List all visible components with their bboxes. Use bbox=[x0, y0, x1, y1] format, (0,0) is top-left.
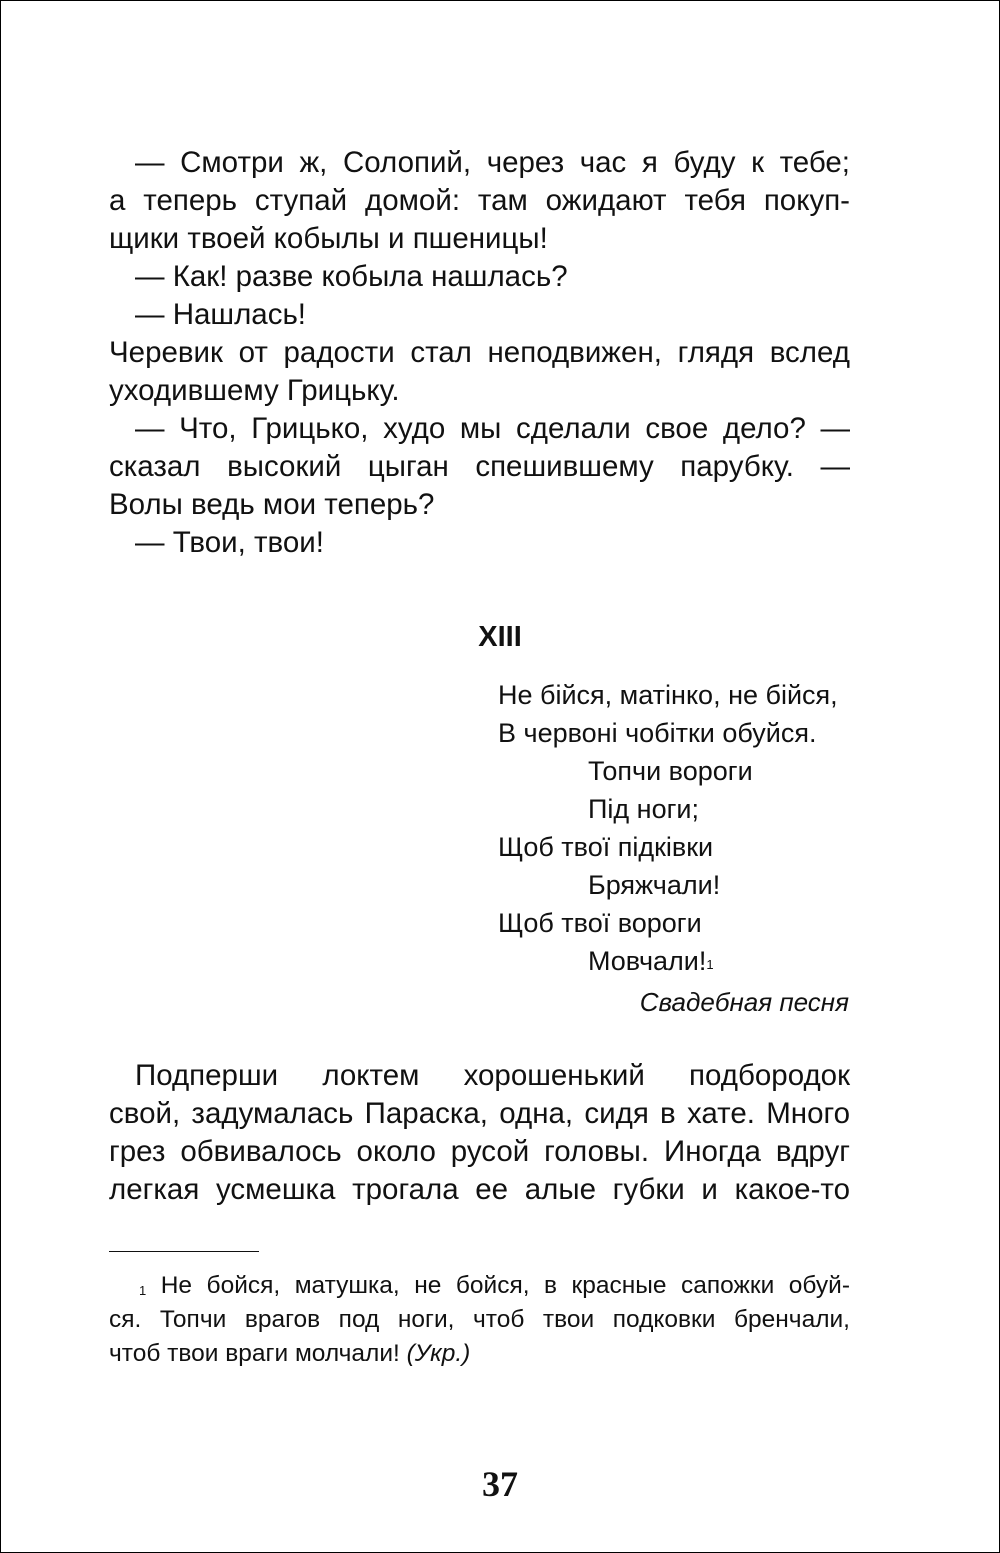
text-line: — Что, Грицько, худо мы сделали свое дело? — bbox=[135, 412, 850, 445]
footnote-reference[interactable]: 1 bbox=[706, 957, 714, 972]
text-line: легкая усмешка трогала ее алые губки и какое-то bbox=[109, 1173, 850, 1206]
epigraph-line: Бряжчали! bbox=[588, 870, 721, 900]
text-line: — Как! разве кобыла нашлась? bbox=[135, 260, 568, 293]
epigraph-line: Щоб твої підківки bbox=[498, 832, 714, 862]
footnote-text: Не бойся, матушка, не бойся, в красные сапожки обуй- bbox=[160, 1272, 850, 1299]
text-line: — Нашлась! bbox=[135, 298, 307, 331]
epigraph-attribution: Свадебная песня bbox=[639, 987, 849, 1017]
epigraph-line: Під ноги; bbox=[588, 794, 700, 824]
epigraph-line: Топчи вороги bbox=[588, 756, 753, 786]
text-line: свой, задумалась Параска, одна, сидя в хате. Много bbox=[109, 1097, 850, 1130]
text-line: щики твоей кобылы и пшеницы! bbox=[109, 222, 548, 255]
page-number: 37 bbox=[482, 1464, 518, 1504]
footnote-separator bbox=[109, 1251, 259, 1252]
footnote-line: ся. Топчи врагов под ноги, чтоб твои подковки бренчали, bbox=[109, 1306, 850, 1333]
epigraph-line: Щоб твої вороги bbox=[498, 908, 702, 938]
text-line: Волы ведь мои теперь? bbox=[109, 488, 435, 521]
epigraph-line: В червоні чобітки обуйся. bbox=[498, 718, 817, 748]
text-line: а теперь ступай домой: там ожидают тебя покуп- bbox=[109, 184, 850, 217]
epigraph-line: Не бійся, матінко, не бійся, bbox=[498, 680, 838, 710]
text-line: уходившему Грицьку. bbox=[109, 374, 400, 407]
footnote-line bbox=[109, 1269, 850, 1303]
text-line: — Твои, твои! bbox=[135, 526, 324, 559]
text-line: грез обвивалось около русой головы. Иногда вдруг bbox=[109, 1135, 850, 1168]
epigraph-line: Мовчали! bbox=[588, 946, 707, 976]
epigraph-last-line bbox=[588, 942, 714, 980]
chapter-heading: XIII bbox=[478, 621, 522, 653]
text-line: — Смотри ж, Солопий, через час я буду к тебе; bbox=[135, 146, 850, 179]
text-line: Черевик от радости стал неподвижен, глядя вслед bbox=[109, 336, 850, 369]
footnote-language-note: (Укр.) bbox=[406, 1340, 471, 1367]
footnote-text: чтоб твои враги молчали! bbox=[109, 1340, 400, 1367]
footnote-mark: 1 bbox=[139, 1283, 147, 1298]
footnote-line bbox=[109, 1337, 850, 1371]
text-line: Подперши локтем хорошенький подбородок bbox=[135, 1059, 850, 1092]
text-line: сказал высокий цыган спешившему парубку. — bbox=[109, 450, 850, 483]
